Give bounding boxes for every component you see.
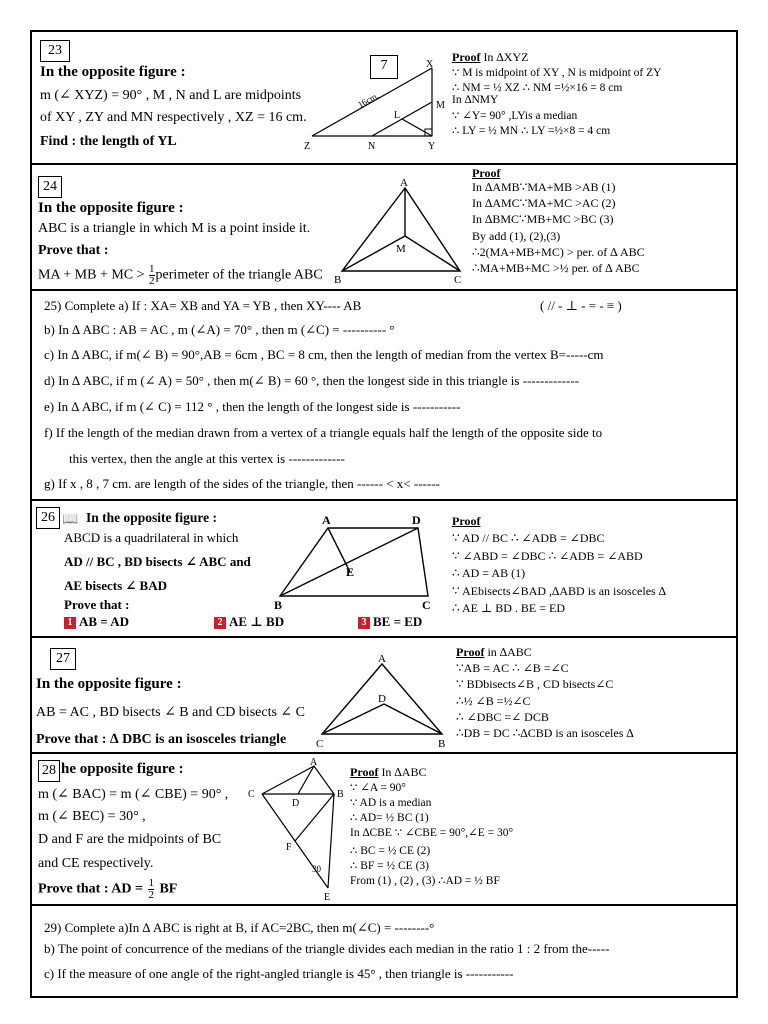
problem-text: AE bisects ∠ BAD [64, 578, 167, 593]
problem-heading: In the opposite figure : [86, 510, 218, 525]
segment-ly [402, 119, 432, 136]
label-n: N [368, 141, 376, 152]
problem-text: ABCD is a quadrilateral in which [64, 530, 239, 545]
problem-text: of XY , ZY and MN respectively , XZ = 16 cm. [40, 110, 307, 125]
label-d: D [292, 798, 300, 809]
figure-number: 7 [370, 55, 398, 79]
label-l: L [394, 110, 401, 121]
divider [30, 289, 738, 291]
prove-statement: MA + MB + MC > $\frac{1}{2}$ perimeter of the triangle ABC [38, 263, 323, 287]
divider [30, 752, 738, 754]
problem-find: Find : the length of YL [40, 134, 177, 149]
prove-item-3: 3 BE = ED [358, 614, 422, 630]
problem-heading: In the opposite figure : [38, 200, 184, 216]
median-bf [295, 794, 334, 841]
proof-line: In ∆AMC∵MA+MC >AC (2) [472, 196, 616, 210]
label-length: 16cm. [356, 90, 381, 110]
question-25g: g) If x , 8 , 7 cm. are length of the sides of the triangle, then ------ < x< ------ [44, 476, 440, 491]
figure-26 [268, 512, 448, 616]
proof-line: ∴2(MA+MB+MC) > per. of ∆ ABC [472, 245, 645, 259]
proof-line: ∵ AD is a median [350, 797, 432, 809]
label-m: M [396, 243, 406, 255]
question-25a-choices: ( // - ⊥ - = - ≡ ) [540, 298, 622, 313]
label-d: D [412, 513, 421, 527]
problem-text: AD // BC , BD bisects ∠ ABC and [64, 554, 251, 569]
proof-line: ∵ ∠A = 90° [350, 782, 406, 794]
problem-text: ABC is a triangle in which M is a point inside it. [38, 221, 311, 236]
proof-line: ∵ ∠Y= 90° ,LYis a median [452, 110, 578, 122]
proof-line: ∵ AD // BC ∴ ∠ADB = ∠DBC [452, 531, 605, 545]
label-d: D [378, 693, 386, 705]
proof-title: Proof [452, 514, 481, 528]
question-25a: 25) Complete a) If : XA= XB and YA = YB , then XY---- AB [44, 298, 362, 313]
proof-line: ∴ BC = ½ CE (2) [350, 845, 431, 857]
prove-label: Prove that : [38, 243, 109, 258]
proof-title: Proof In ∆ABC [350, 765, 427, 779]
problem-number: 23 [40, 40, 70, 62]
question-25e: e) In ∆ ABC, if m (∠ C) = 112 ° , then the length of the longest side is ----------- [44, 399, 461, 414]
problem-number: 27 [50, 648, 76, 670]
proof-line: ∴ AD= ½ BC (1) [350, 812, 429, 824]
label-m: M [436, 100, 445, 111]
proof-line: ∴½ ∠B =½∠C [456, 694, 531, 708]
label-b: B [274, 598, 283, 612]
proof-line: ∴ BF = ½ CE (3) [350, 860, 429, 872]
proof-line: In ∆CBE ∵ ∠CBE = 90°,∠E = 30° [350, 827, 514, 839]
label-f: F [286, 842, 292, 853]
proof-title: Proof [472, 166, 501, 180]
proof-line: ∴ AD = AB (1) [452, 566, 526, 580]
triangle-abc [262, 766, 334, 794]
label-b: B [337, 789, 344, 800]
bisector-bd [322, 704, 384, 734]
problem-text: D and F are the midpoints of BC [38, 832, 222, 847]
problem-text: AB = AC , BD bisects ∠ B and CD bisects ∠ C [36, 705, 305, 720]
proof-line: ∵ ∠ABD = ∠DBC ∴ ∠ADB = ∠ABD [452, 549, 643, 563]
prove-statement: Prove that : AD = $\frac{1}{2}$ BF [38, 877, 178, 901]
diagonal-bd [280, 528, 418, 596]
question-29c: c) If the measure of one angle of the right-angled triangle is 45° , then triangle is ----------- [44, 966, 514, 981]
question-29a: 29) Complete a)In ∆ ABC is right at B, if AC=2BC, then m(∠C) = --------° [44, 920, 435, 935]
proof-line: ∵ M is midpoint of XY , N is midpoint of ZY [452, 67, 662, 79]
label-c: C [422, 598, 431, 612]
proof-line: ∴ LY = ½ MN ∴ LY =½×8 = 4 cm [452, 125, 611, 137]
problem-text: and CE respectively. [38, 856, 154, 871]
question-25d: d) In ∆ ABC, if m (∠ A) = 50° , then m(∠ B) = 60 °, then the longest side in this triangle is ------------- [44, 373, 579, 388]
proof-title: Proof in ∆ABC [456, 645, 532, 659]
proof-line: ∴DB = DC ∴∆CBD is an isosceles ∆ [456, 726, 634, 740]
proof-line: ∵AB = AC ∴ ∠B =∠C [456, 661, 569, 675]
label-a: A [322, 513, 331, 527]
proof-line: ∴MA+MB+MC >½ per. of ∆ ABC [472, 261, 640, 275]
problem-heading: In the opposite figure : [40, 64, 186, 80]
question-25f: f) If the length of the median drawn from a vertex of a triangle equals half the length of the opposite side to [44, 425, 603, 440]
question-29b: b) The point of concurrence of the medians of the triangle divides each median in the ratio 1 : 2 from the----- [44, 941, 610, 956]
label-y: Y [428, 141, 436, 152]
proof-title: Proof In ∆XYZ [452, 50, 529, 64]
problem-text: m (∠ XYZ) = 90° , M , N and L are midpoints [40, 88, 302, 103]
prove-item-2: 2 AE ⊥ BD [214, 614, 284, 630]
label-e: E [324, 892, 331, 902]
figure-24 [330, 176, 480, 286]
label-c: C [316, 738, 324, 750]
figure-28 [246, 756, 346, 902]
problem-number: 28 [38, 760, 60, 782]
label-x: X [426, 59, 434, 70]
label-c: C [454, 274, 462, 286]
proof-line: In ∆AMB∵MA+MB >AB (1) [472, 180, 616, 194]
proof-line: By add (1), (2),(3) [472, 229, 561, 243]
proof-line: ∴ ∠DBC =∠ DCB [456, 710, 549, 724]
proof-line: ∵ AEbisects∠BAD ,∆ABD is an isosceles ∆ [452, 584, 667, 598]
prove-item-1: 1 AB = AD [64, 614, 129, 630]
proof-line: In ∆BMC∵MB+MC >BC (3) [472, 212, 614, 226]
proof-line: ∵ BDbisects∠B , CD bisects∠C [456, 677, 614, 691]
label-c: C [248, 789, 255, 800]
proof-line: From (1) , (2) , (3) ∴AD = ½ BF [350, 875, 500, 887]
question-25c: c) In ∆ ABC, if m(∠ B) = 90°,AB = 6cm , BC = 8 cm, then the length of median from the vertex B=-----cm [44, 347, 604, 362]
triangle-abc [342, 188, 460, 271]
proof-line: ∴ AE ⊥ BD . BE = ED [452, 601, 566, 615]
divider [30, 499, 738, 501]
label-z: Z [304, 141, 311, 152]
label-e: E [346, 565, 355, 579]
problem-number: 26 [36, 507, 60, 529]
label-a: A [378, 653, 386, 665]
label-b: B [334, 274, 342, 286]
question-25b: b) In ∆ ABC : AB = AC , m (∠A) = 70° , then m (∠C) = ---------- ° [44, 322, 395, 337]
divider [30, 904, 738, 906]
prove-statement: Prove that : ∆ DBC is an isosceles triangle [36, 732, 287, 747]
problem-heading: In the opposite figure : [36, 676, 182, 692]
segment-mc [405, 236, 460, 271]
problem-heading: he opposite figure : [61, 761, 184, 777]
figure-27 [312, 652, 462, 750]
figure-23 [300, 58, 450, 154]
divider [30, 163, 738, 165]
proof-line: In ∆NMY [452, 94, 499, 106]
prove-label: Prove that : [64, 597, 130, 612]
problem-number: 24 [38, 176, 62, 198]
label-a: A [310, 757, 318, 768]
bisector-cd [384, 704, 442, 734]
divider [30, 636, 738, 638]
label-b: B [438, 738, 446, 750]
problem-text: m (∠ BAC) = m (∠ CBE) = 90° , [38, 787, 229, 802]
label-a: A [400, 177, 408, 189]
proof-line: ∴ NM = ½ XZ ∴ NM =½×16 = 8 cm [452, 82, 623, 94]
side-be [328, 794, 334, 888]
book-icon: 📖 [62, 511, 79, 526]
problem-text: m (∠ BEC) = 30° , [38, 809, 146, 824]
question-25f-cont: this vertex, then the angle at this vertex is ------------- [69, 451, 345, 466]
label-angle: 30 [312, 864, 321, 874]
